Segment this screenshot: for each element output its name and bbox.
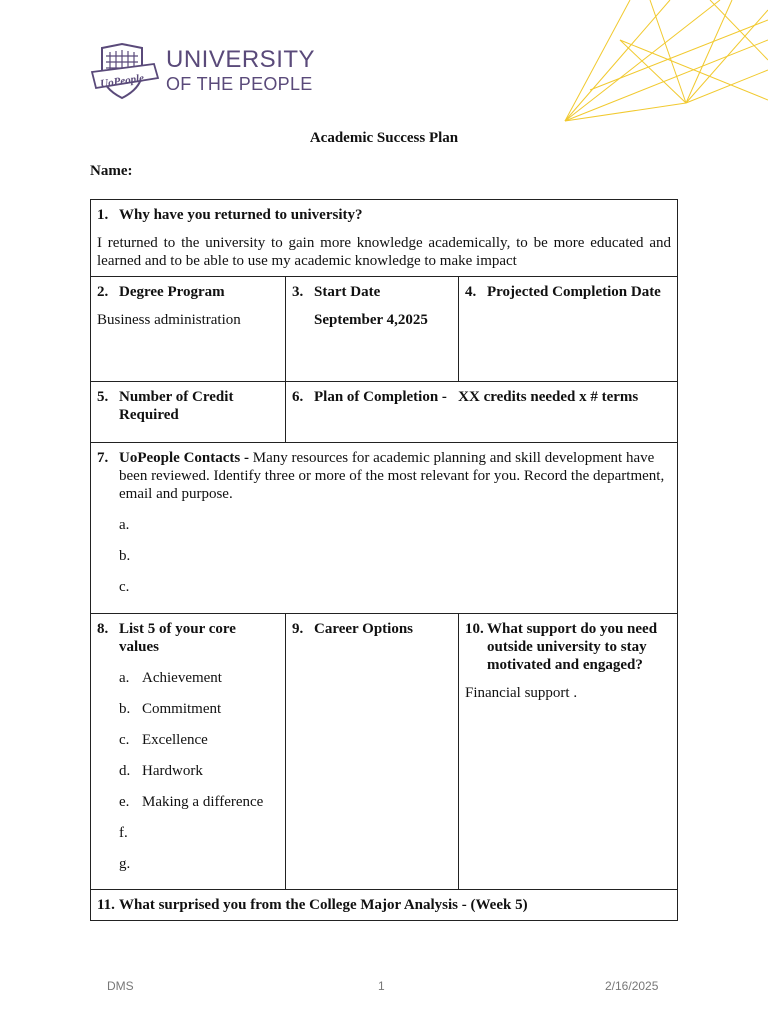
section-1-answer: I returned to the university to gain more knowledge academically, to be more educated and learned and to be able to use my academic knowledge to make impact <box>97 235 672 269</box>
section-2-answer: Business administration <box>97 312 241 328</box>
section-7-cell <box>91 443 678 614</box>
uopeople-crest-icon <box>90 42 160 102</box>
section-1-cell <box>91 200 678 277</box>
section-2-heading: 2. Degree Program <box>97 284 225 300</box>
section-11-heading: 11. What surprised you from the College Major Analysis - (Week 5) <box>97 897 528 913</box>
logo-university-text: UNIVERSITY <box>166 46 316 73</box>
logo-of-the-people-text: OF THE PEOPLE <box>166 74 313 94</box>
section-5-cell <box>91 382 286 443</box>
list-item: b. Commitment <box>119 701 222 717</box>
name-label: Name: <box>90 163 133 179</box>
section-9-cell <box>286 614 459 890</box>
section-5-heading: 5. Number of Credit Required <box>97 389 234 423</box>
section-3-answer: September 4,2025 <box>314 312 428 328</box>
section-1-heading: 1. Why have you returned to university? <box>97 207 363 223</box>
section-2-cell <box>91 277 286 382</box>
table-row <box>91 890 678 921</box>
list-item: e. Making a difference <box>119 794 264 810</box>
section-10-answer: Financial support . <box>465 685 578 701</box>
section-3-heading: 3. Start Date <box>292 284 381 300</box>
section-8-heading: 8. List 5 of your core values <box>97 621 236 655</box>
section-6-cell <box>286 382 678 443</box>
list-item: d. Hardwork <box>119 763 203 779</box>
footer-left: DMS <box>107 979 134 993</box>
decorative-gold-lines <box>560 0 768 125</box>
section-8-cell <box>91 614 286 890</box>
section-9-heading: 9. Career Options <box>292 621 414 637</box>
section-3-cell <box>286 277 459 382</box>
list-item: b. <box>119 548 131 564</box>
page-number: 1 <box>378 979 385 993</box>
list-item: g. <box>119 856 131 872</box>
footer-date: 2/16/2025 <box>605 979 659 993</box>
list-item: c. <box>119 579 130 595</box>
table-row <box>91 277 678 382</box>
section-4-cell <box>459 277 678 382</box>
list-item: f. <box>119 825 128 841</box>
section-10-heading: 10. What support do you need outside university to stay motivated and engaged? <box>465 621 658 673</box>
university-logo <box>90 42 320 102</box>
table-row <box>91 382 678 443</box>
section-7-heading: 7. UoPeople Contacts - Many resources for academic planning and skill development have been reviewed. Identify three or more of the most relevant for you. Record the department, email and purpose. <box>97 450 665 502</box>
table-row <box>91 614 678 890</box>
table-row <box>91 200 678 277</box>
section-6-heading: 6. Plan of Completion - XX credits needed x # terms <box>292 389 639 405</box>
section-11-cell <box>91 890 678 921</box>
academic-plan-table <box>90 199 678 921</box>
list-item: a. <box>119 517 130 533</box>
document-title: Academic Success Plan <box>309 130 459 146</box>
section-10-cell <box>459 614 678 890</box>
list-item: a. Achievement <box>119 670 222 686</box>
list-item: c. Excellence <box>119 732 208 748</box>
table-row <box>91 443 678 614</box>
logo-badge-text: UoPeople <box>99 72 145 91</box>
section-4-heading: 4. Projected Completion Date <box>465 284 661 300</box>
